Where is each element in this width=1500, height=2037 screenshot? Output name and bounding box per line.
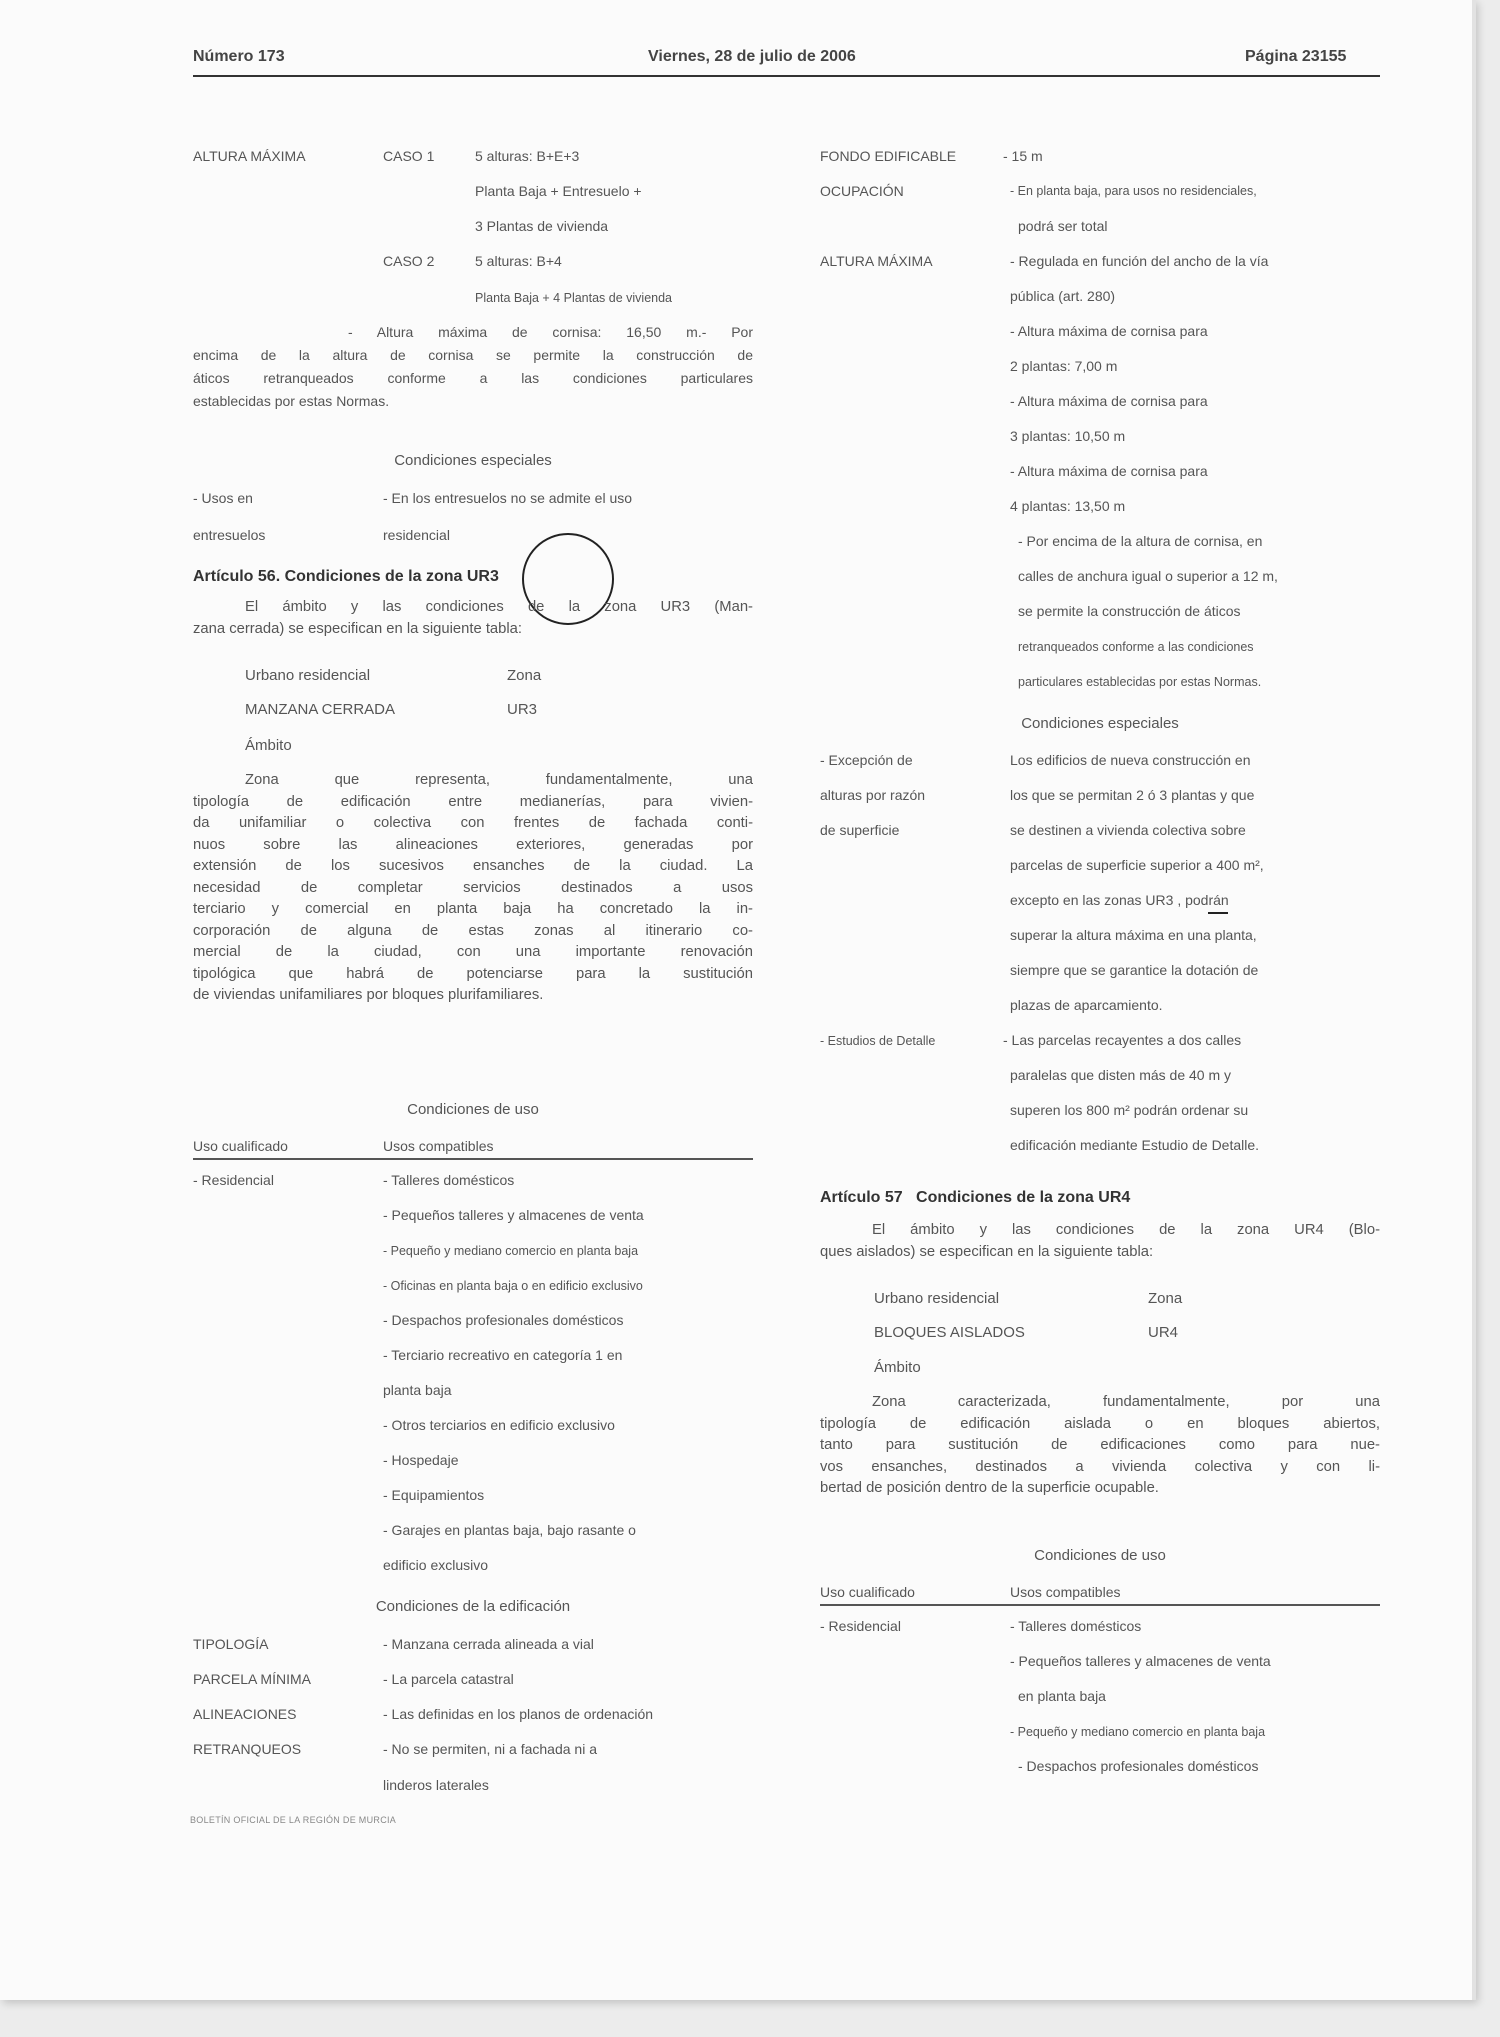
excepcion-line: los que se permitan 2 ó 3 plantas y que [1010, 787, 1255, 803]
compatible-item: edificio exclusivo [383, 1557, 489, 1573]
manzana-cerrada-label: MANZANA CERRADA [245, 701, 396, 718]
ambito-line: extensión de los sucesivos ensanches de la ciudad. La [193, 858, 753, 874]
excepcion-line: plazas de aparcamiento. [1010, 997, 1163, 1013]
ambito-line: terciario y comercial en planta baja ha concretado la in- [193, 901, 753, 917]
ambito-line: tipológica que habrá de potenciarse para la sustitución [193, 965, 753, 982]
excepcion-line: Los edificios de nueva construcción en [1010, 752, 1251, 768]
estudios-line: superen los 800 m² podrán ordenar su [1010, 1102, 1249, 1118]
right-residencial-label: - Residencial [820, 1618, 901, 1634]
compatible-item: - Oficinas en planta baja o en edificio exclusivo [383, 1279, 643, 1293]
cornisa-line: establecidas por estas Normas. [193, 393, 390, 409]
caso1-line-c: 3 Plantas de vivienda [475, 218, 609, 234]
excepcion-line: superar la altura máxima en una planta, [1010, 927, 1257, 943]
compatible-item: - Pequeño y mediano comercio en planta baja [383, 1244, 639, 1258]
intro-line: El ámbito y las condiciones de la zona UR4 (Blo- [872, 1222, 1380, 1238]
issue-number: Número 173 [193, 48, 285, 65]
right-uso-cualificado-header: Uso cualificado [820, 1584, 915, 1600]
altura-line: pública (art. 280) [1010, 288, 1116, 304]
altura-line: retranqueados conforme a las condiciones [1018, 640, 1254, 654]
uso-table-rule [193, 1158, 753, 1160]
article-56-title: Artículo 56. Condiciones de la zona UR3 [193, 568, 499, 585]
caso1-line-a: 5 alturas: B+E+3 [475, 148, 580, 164]
right-altura-label: ALTURA MÁXIMA [820, 253, 933, 269]
compatible-item: - Garajes en plantas baja, bajo rasante o [383, 1522, 636, 1538]
right-compatible-item: - Pequeño y mediano comercio en planta baja [1010, 1725, 1266, 1739]
excepcion-label: - Excepción de [820, 752, 913, 768]
edif-row-value: - Manzana cerrada alineada a vial [383, 1636, 594, 1652]
usos-entresuelos-label-1: - Usos en [193, 490, 253, 506]
ambito-line: mercial de la ciudad, con una importante renovación [193, 944, 753, 960]
altura-line: - Regulada en función del ancho de la vía [1010, 253, 1269, 269]
compatible-item: - Talleres domésticos [383, 1172, 515, 1188]
edif-row-label: PARCELA MÍNIMA [193, 1671, 311, 1687]
compatible-item: - Pequeños talleres y almacenes de venta [383, 1207, 644, 1223]
edif-row-value: - Las definidas en los planos de ordenación [383, 1706, 654, 1722]
altura-line: calles de anchura igual o superior a 12 m, [1018, 568, 1278, 584]
ambito-line: vos ensanches, destinados a vivienda colectiva y con li- [820, 1458, 1380, 1475]
article-57-title: Artículo 57 Condiciones de la zona UR4 [820, 1189, 1131, 1206]
compatible-item: - Despachos profesionales domésticos [383, 1312, 624, 1328]
usos-entresuelos-label-2: entresuelos [193, 527, 266, 543]
excepcion-line: se destinen a vivienda colectiva sobre [1010, 822, 1246, 838]
left-cond-especiales-heading: Condiciones especiales [394, 452, 552, 469]
left-cond-uso-heading: Condiciones de uso [407, 1101, 539, 1118]
ambito-label: Ámbito [245, 737, 292, 754]
cornisa-line: encima de la altura de cornisa se permite la construcción de [193, 347, 753, 363]
uso-cualificado-header: Uso cualificado [193, 1138, 288, 1154]
altura-line: - Altura máxima de cornisa para [1010, 323, 1208, 339]
excepcion-label: de superficie [820, 822, 900, 838]
ur4-label: UR4 [1148, 1324, 1179, 1341]
right-uso-table-rule [820, 1604, 1380, 1606]
edif-row-label: RETRANQUEOS [193, 1741, 302, 1757]
fondo-edificable-label: FONDO EDIFICABLE [820, 148, 957, 164]
compatible-item: - Equipamientos [383, 1487, 485, 1503]
right-ambito-label: Ámbito [874, 1359, 921, 1376]
bloques-aislados-label: BLOQUES AISLADOS [874, 1324, 1025, 1341]
ambito-line: da unifamiliar o colectiva con frentes de fachada conti- [193, 815, 753, 831]
ur3-label: UR3 [507, 701, 538, 718]
excepcion-line: siempre que se garantice la dotación de [1010, 962, 1259, 978]
edif-row-value: - La parcela catastral [383, 1671, 514, 1687]
ambito-line: bertad de posición dentro de la superficie ocupable. [820, 1480, 1159, 1496]
caso2-line-a: 5 alturas: B+4 [475, 253, 562, 269]
right-compatible-item: - Despachos profesionales domésticos [1018, 1758, 1259, 1774]
right-cond-uso-heading: Condiciones de uso [1034, 1547, 1166, 1564]
altura-line: 2 plantas: 7,00 m [1010, 358, 1118, 374]
altura-line: particulares establecidas por estas Normas. [1018, 675, 1262, 689]
right-compatible-item: - Talleres domésticos [1010, 1618, 1142, 1634]
edif-row-label: ALINEACIONES [193, 1706, 297, 1722]
excepcion-line: excepto en las zonas UR3 , podrán [1010, 892, 1229, 908]
ambito-line: nuos sobre las alineaciones exteriores, generadas por [193, 836, 753, 853]
usos-compatibles-header: Usos compatibles [383, 1138, 494, 1154]
usos-entresuelos-text-1: - En los entresuelos no se admite el uso [383, 490, 633, 506]
ambito-line: necesidad de completar servicios destinados a usos [193, 879, 753, 896]
ocupacion-line-2: podrá ser total [1018, 218, 1108, 234]
scan-edge [1472, 0, 1476, 2000]
compatible-item: - Terciario recreativo en categoría 1 en [383, 1347, 623, 1363]
caso2-line-b: Planta Baja + 4 Plantas de vivienda [475, 291, 673, 305]
right-compatible-item: en planta baja [1018, 1688, 1106, 1704]
residencial-label: - Residencial [193, 1172, 274, 1188]
ocupacion-label: OCUPACIÓN [820, 183, 904, 199]
right-cond-especiales-heading: Condiciones especiales [1021, 715, 1179, 732]
ambito-line: tanto para sustitución de edificaciones como para nue- [820, 1437, 1380, 1453]
altura-line: - Altura máxima de cornisa para [1010, 393, 1208, 409]
issue-date: Viernes, 28 de julio de 2006 [648, 48, 856, 65]
header-rule [193, 75, 1380, 77]
compatible-item: - Otros terciarios en edificio exclusivo [383, 1417, 615, 1433]
ocupacion-line-1: - En planta baja, para usos no residenciales, [1010, 184, 1257, 198]
altura-line: - Por encima de la altura de cornisa, en [1018, 533, 1263, 549]
right-compatible-item: - Pequeños talleres y almacenes de venta [1010, 1653, 1271, 1669]
footer-publication: BOLETÍN OFICIAL DE LA REGIÓN DE MURCIA [190, 1815, 397, 1825]
fondo-edificable-value: - 15 m [1003, 148, 1043, 164]
altura-maxima-label: ALTURA MÁXIMA [193, 148, 306, 164]
estudios-detalle-label: - Estudios de Detalle [820, 1034, 936, 1048]
caso1-label: CASO 1 [383, 148, 435, 164]
excepcion-line: parcelas de superficie superior a 400 m², [1010, 857, 1264, 873]
right-ambito-paragraph [820, 1392, 1380, 1500]
excepcion-label: alturas por razón [820, 787, 926, 803]
ambito-line: corporación de alguna de estas zonas al itinerario co- [193, 922, 753, 939]
right-zona-label: Zona [1148, 1290, 1183, 1307]
ambito-line: Zona caracterizada, fundamentalmente, por una [872, 1394, 1380, 1410]
estudios-line: edificación mediante Estudio de Detalle. [1010, 1137, 1260, 1153]
cornisa-paragraph [193, 321, 753, 413]
zona-label: Zona [507, 667, 542, 684]
ambito-line: Zona que representa, fundamentalmente, una [245, 772, 753, 788]
urbano-residencial-label: Urbano residencial [245, 667, 371, 684]
altura-line: 3 plantas: 10,50 m [1010, 428, 1126, 444]
caso2-label: CASO 2 [383, 253, 435, 269]
handwritten-underline [1208, 912, 1228, 914]
edif-row-label: TIPOLOGÍA [193, 1636, 269, 1652]
intro-line: zana cerrada) se especifican en la siguiente tabla: [193, 620, 523, 637]
right-usos-compatibles-header: Usos compatibles [1010, 1584, 1121, 1600]
cornisa-line: áticos retranqueados conforme a las condiciones particulares [193, 370, 753, 386]
linderos-laterales: linderos laterales [383, 1777, 489, 1793]
estudios-line: paralelas que disten más de 40 m y [1010, 1067, 1232, 1083]
ambito-line: de viviendas unifamiliares por bloques plurifamiliares. [193, 987, 544, 1003]
ambito-paragraph [193, 770, 753, 1007]
caso1-line-b: Planta Baja + Entresuelo + [475, 183, 642, 199]
altura-line: 4 plantas: 13,50 m [1010, 498, 1126, 514]
usos-entresuelos-text-2: residencial [383, 527, 450, 543]
right-urbano-residencial-label: Urbano residencial [874, 1290, 1000, 1307]
article-57-intro [820, 1220, 1380, 1263]
altura-line: se permite la construcción de áticos [1018, 603, 1241, 619]
cond-edificacion-heading: Condiciones de la edificación [375, 1598, 571, 1615]
article-56-intro [193, 597, 753, 640]
ambito-line: tipología de edificación aislada o en bloques abiertos, [820, 1415, 1380, 1432]
page-number: Página 23155 [1245, 48, 1347, 65]
compatible-item: - Hospedaje [383, 1452, 459, 1468]
altura-line: - Altura máxima de cornisa para [1010, 463, 1208, 479]
intro-line: El ámbito y las condiciones de la zona UR3 (Man- [245, 599, 753, 615]
estudios-line: - Las parcelas recayentes a dos calles [1003, 1032, 1242, 1048]
intro-line: ques aislados) se especifican en la siguiente tabla: [820, 1243, 1154, 1260]
ambito-line: tipología de edificación entre medianerías, para vivien- [193, 793, 753, 810]
compatible-item: planta baja [383, 1382, 452, 1398]
edif-row-value: - No se permiten, ni a fachada ni a [383, 1741, 598, 1757]
cornisa-line: - Altura máxima de cornisa: 16,50 m.- Por [348, 324, 753, 340]
